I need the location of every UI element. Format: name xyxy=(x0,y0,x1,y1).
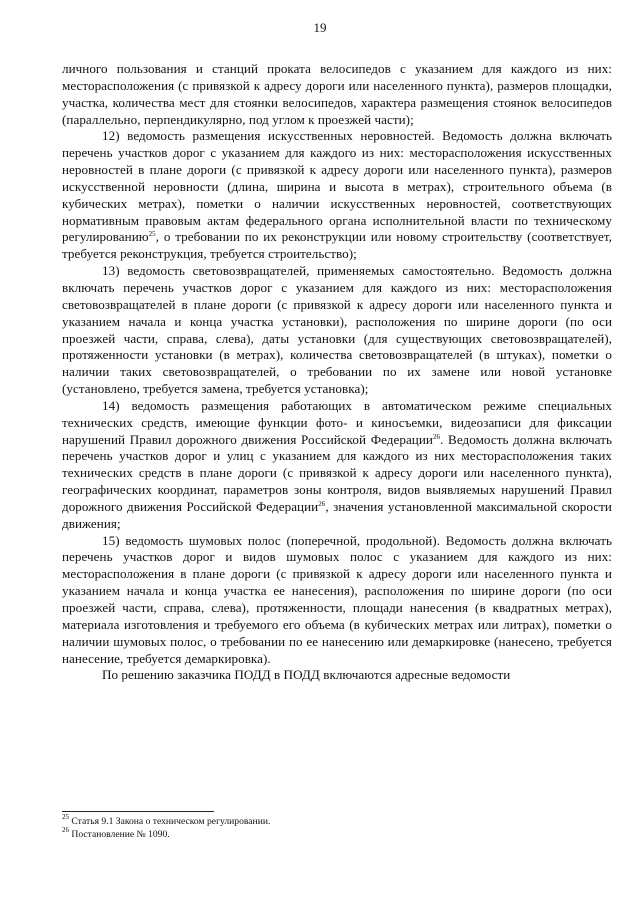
paragraph-item-12 xyxy=(62,128,612,263)
footnote-26 xyxy=(62,825,612,842)
footnotes xyxy=(62,813,612,841)
footnote-25 xyxy=(62,813,612,829)
footnote-divider xyxy=(62,811,214,812)
footnote-25-text: Статья 9.1 Закона о техническом регулировании. xyxy=(71,816,271,827)
page-number: 19 xyxy=(313,20,327,35)
footnote-ref-25[interactable]: 25 xyxy=(148,230,156,239)
footnote-ref-26[interactable]: 26 xyxy=(432,432,441,441)
paragraph-item-14 xyxy=(62,398,612,533)
footnote-ref-26-second[interactable]: 26 xyxy=(318,499,326,508)
paragraph-item-14-text-middle: . Ведомость должна включать перечень участков дорог и улиц с указанием для каждого из них месторасположения таких технических средств в плане дороги (с привязкой к адресу дороги или населенного пункта), географических координат, параметров зоны контроля, видов выявляемых нарушений Правил дорожного движения Российской Федерации xyxy=(62,431,612,514)
footnote-mark-26: 26 xyxy=(62,825,69,834)
document-body xyxy=(62,61,612,684)
paragraph-item-15: 15) ведомость шумовых полос (поперечной, продольной). Ведомость должна включать перечень участков дорог и видов шумовых полос с указанием для каждого из них: месторасположения в плане дороги (с привязкой к адресу дороги или населенного пункта и указанием начала и конца участка ее нанесения), расположения по ширине дороги (по оси проезжей части, справа, слева), протяженности, площади нанесения (в квадратных метрах), материала изготовления и требуемого его объема (в кубических метрах или литрах), пометки о наличии шумовых полос, о требовании по ее нанесению или демаркировке (нанесено, требуется нанесение, требуется демаркировка). xyxy=(62,532,612,666)
footnote-mark-25: 25 xyxy=(62,813,69,821)
paragraph-item-14-text: 14) ведомость размещения работающих в автоматическом режиме специальных технических средств, имеющие функции фото- и киносъемки, видеозаписи для фиксации нарушений Правил дорожного движения Российской Федерации xyxy=(62,397,612,447)
paragraph-item-12-text: 12) ведомость размещения искусственных неровностей. Ведомость должна включать перечень участков дорог с указанием для каждого из них: месторасположения искусственных неровностей в плане дороги (с привязкой к адресу дороги или населенного пункта), размеров искусственной неровности (длина, ширина и высота в метрах), строительного объема (в кубических метрах), пометки о наличии искусственных неровностей, соответствующих нормативным правовым актам федерального органа исполнительной власти по техническому регулированию xyxy=(62,128,612,245)
paragraph-final: По решению заказчика ПОДД в ПОДД включаются адресные ведомости xyxy=(102,667,511,683)
paragraph-continuation: личного пользования и станций проката велосипедов с указанием для каждого из них: месторасположения (с привязкой к адресу дороги или населенного пункта), размеров площадки, участка, количества мест для стоянки велосипедов, характера размещения стоянок велосипедов (параллельно, перпендикулярно, под углом к проезжей части); xyxy=(62,61,612,127)
paragraph-item-12-text-end: , о требовании по их реконструкции или новому строительству (соответствует, требуется реконструкция, требуется строительство); xyxy=(62,229,612,262)
paragraph-item-14-text-end: , значения установленной максимальной скорости движения; xyxy=(62,498,612,531)
paragraph-item-13: 13) ведомость световозвращателей, применяемых самостоятельно. Ведомость должна включать перечень участков дорог с указанием для каждого из них: месторасположения световозвращателей в плане дороги (с привязкой к адресу дороги или населенного пункта и указанием начала и конца участка установки), расположения по ширине дороги (по оси проезжей части, справа, слева), даты установки (для существующих световозвращателей), протяженности установки (в метрах), количества световозвращателей (в штуках), пометки о наличии таких световозвращателей, о требовании по их замене или новой установке (установлено, требуется замена, требуется установка); xyxy=(62,263,612,397)
footnote-26-text: Постановление № 1090. xyxy=(71,828,170,840)
